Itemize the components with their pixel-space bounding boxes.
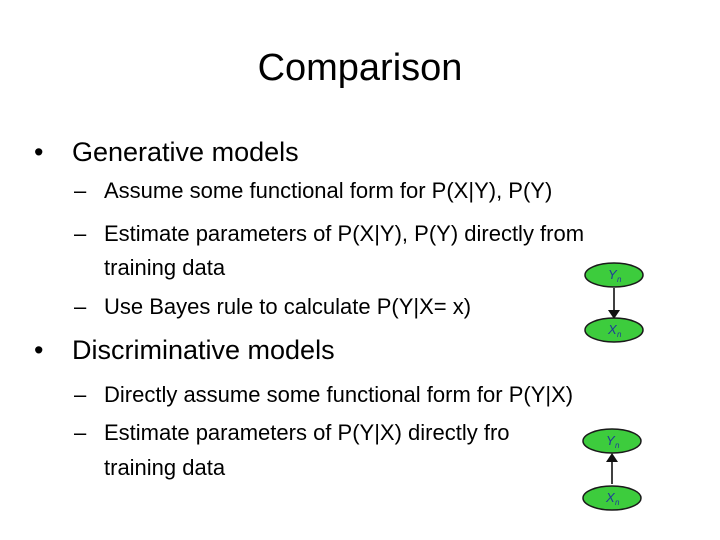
generative-graphical-model — [566, 258, 662, 346]
discriminative-item-2-continuation: training data — [104, 455, 226, 480]
discriminative-item-1 — [74, 381, 574, 409]
generative-heading: Generative models — [72, 137, 299, 167]
generative-item-2 — [74, 220, 585, 248]
arrowhead-up — [606, 453, 618, 462]
dash-marker: – — [74, 178, 87, 203]
generative-item-1 — [74, 177, 553, 205]
x-node-label: X — [606, 490, 615, 505]
x-node-subscript: n — [617, 330, 622, 339]
x-node-subscript: n — [615, 498, 620, 507]
generative-item-2-continuation: training data — [104, 255, 226, 280]
discriminative-item-2 — [74, 419, 510, 447]
x-node-label: X — [608, 322, 617, 337]
bullet-marker: • — [34, 335, 44, 365]
bullet-discriminative-models — [34, 334, 335, 366]
dash-marker: – — [74, 382, 87, 407]
dash-marker: – — [74, 294, 87, 319]
discriminative-item-2-text: Estimate parameters of P(Y|X) directly fro — [104, 420, 510, 445]
y-node-subscript: n — [615, 441, 620, 450]
discriminative-heading: Discriminative models — [72, 335, 335, 365]
y-node-label: Y — [608, 267, 617, 282]
y-node-label: Y — [606, 433, 615, 448]
bullet-marker: • — [34, 137, 44, 167]
generative-item-2-text: Estimate parameters of P(X|Y), P(Y) directly from — [104, 221, 585, 246]
dash-marker: – — [74, 221, 87, 246]
discriminative-graphical-model — [564, 424, 660, 514]
slide-title: Comparison — [257, 47, 463, 89]
dash-marker: – — [74, 420, 87, 445]
y-node-subscript: n — [617, 275, 622, 284]
generative-item-3-text: Use Bayes rule to calculate P(Y|X= x) — [104, 294, 472, 319]
generative-item-3 — [74, 293, 472, 321]
discriminative-item-1-text: Directly assume some functional form for P(Y|X) — [104, 382, 574, 407]
generative-item-1-text: Assume some functional form for P(X|Y), P(Y) — [104, 178, 553, 203]
bullet-generative-models — [34, 136, 299, 168]
